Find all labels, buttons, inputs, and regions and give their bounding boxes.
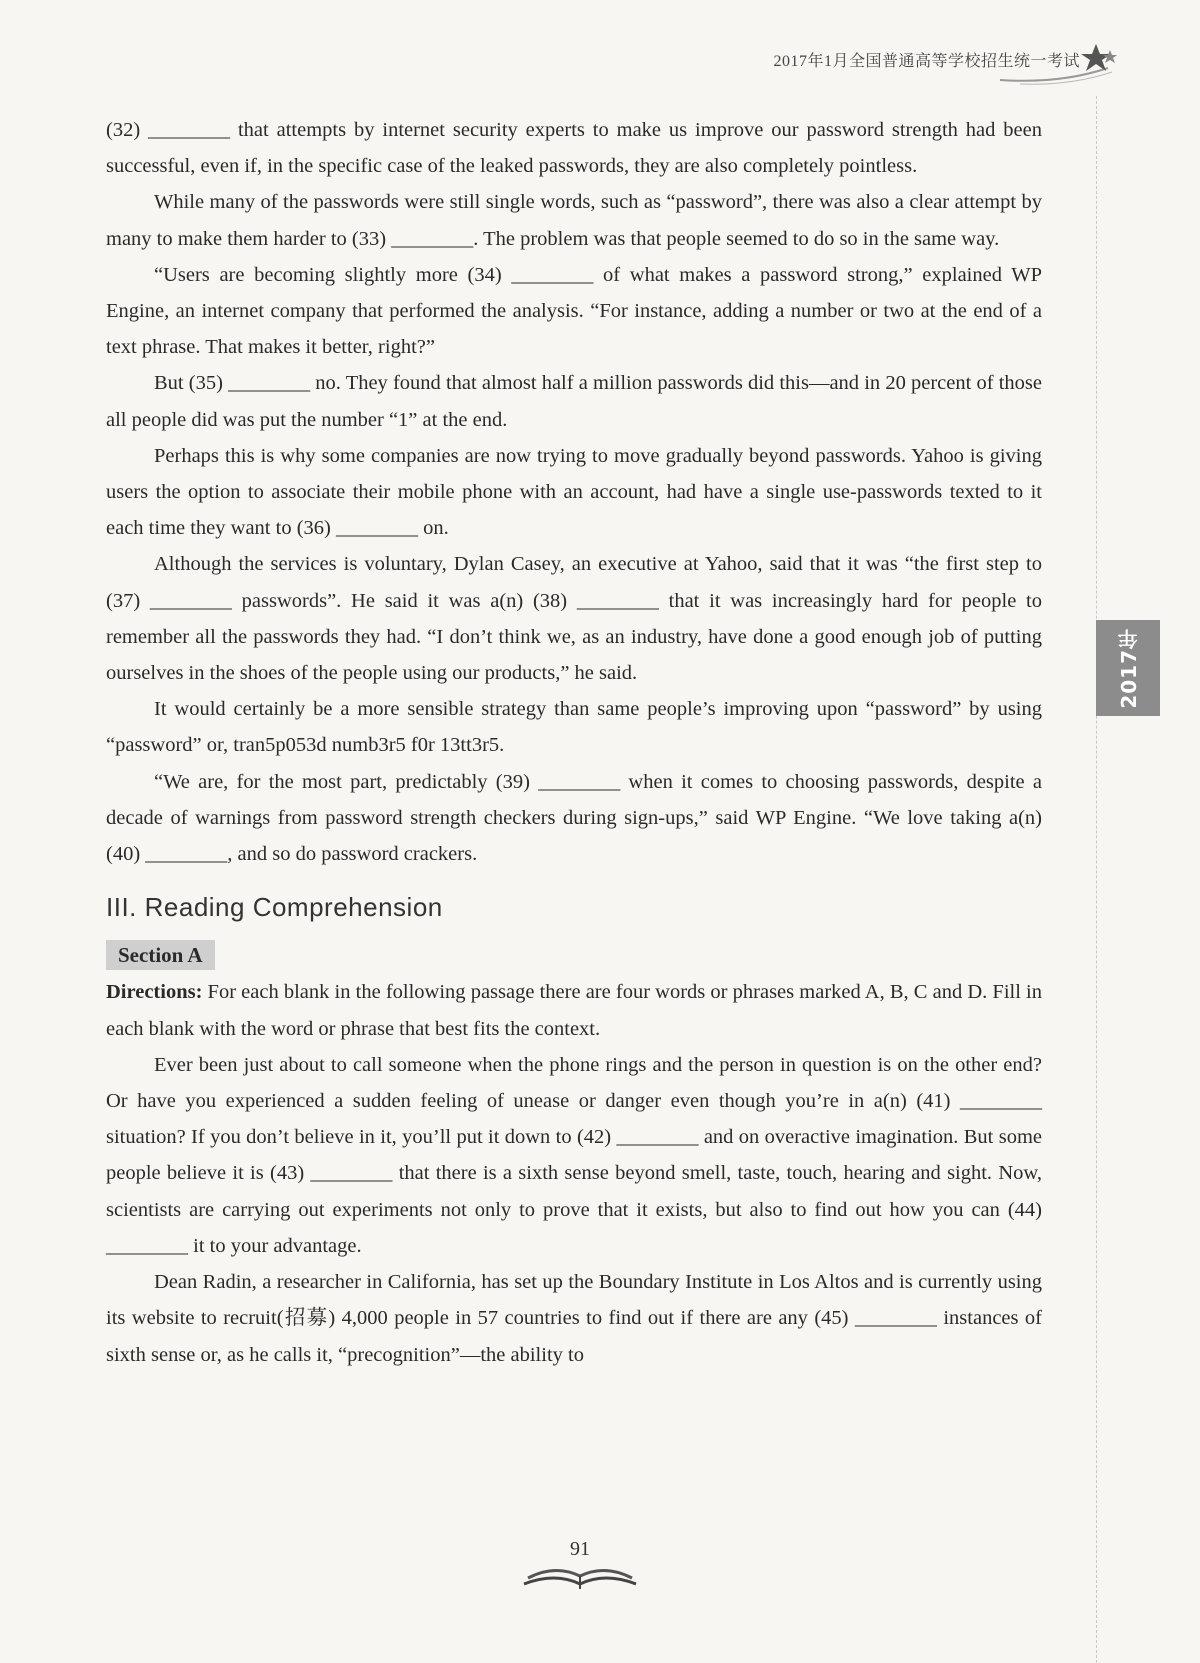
paragraph: Dean Radin, a researcher in California, has set up the Boundary Institute in Los Altos and is currently using its website to recruit(招募) 4,000 people in 57 countries to find out if there are any (45) ________ instances of sixth sense or, as he calls it, “precognition”—the ability to (106, 1271, 1042, 1366)
year-side-tab-label: 2017年 (1116, 627, 1141, 709)
paragraph: (32) ________ that attempts by internet security experts to make us improve our password strength had been successful, even if, in the specific case of the leaked passwords, they are also completely pointless. (106, 119, 1042, 178)
page-footer (520, 1534, 640, 1594)
exam-title: 2017年1月全国普通高等学校招生统一考试 (773, 53, 1080, 70)
page-content (106, 112, 1042, 1373)
margin-rule (1096, 96, 1097, 1663)
directions (106, 974, 1042, 1046)
paragraph: Although the services is voluntary, Dylan Casey, an executive at Yahoo, said that it was “the first step to (37) ________ passwords”. He said it was a(n) (38) ________ that it was increasingly hard for people to remember all the passwords they had. “I don’t think we, as an industry, have done a good enough job of putting ourselves in the shoes of the people using our products,” he said. (106, 553, 1042, 685)
paragraph: Ever been just about to call someone when the phone rings and the person in question is on the other end? Or have you experienced a sudden feeling of unease or danger even though you’re in a(n) (41) ________ situation? If you don’t believe in it, you’ll put it down to (42) ________ and on overactive imagination. But some people believe it is (43) ________ that there is a sixth sense beyond smell, taste, touch, hearing and sight. Now, scientists are carrying out experiments not only to prove that it exists, but also to find out how you can (44) ________ it to your advantage. (106, 1053, 1042, 1257)
running-header (690, 40, 1120, 80)
star-swoosh-icon (1000, 40, 1120, 85)
paragraph: But (35) ________ no. They found that almost half a million passwords did this—and in 20 percent of those all people did was put the number “1” at the end. (106, 372, 1042, 431)
section-label-row (106, 938, 1042, 974)
paragraph: While many of the passwords were still single words, such as “password”, there was also a clear attempt by many to make them harder to (33) ________. The problem was that people seemed to do so in the same way. (106, 191, 1042, 250)
paragraph: It would certainly be a more sensible strategy than same people’s improving upon “password” by using “password” or, tran5p053d numb3r5 f0r 13tt3r5. (106, 698, 1042, 757)
directions-text: For each blank in the following passage there are four words or phrases marked A, B, C and D. Fill in each blank with the word or phrase that best fits the context. (106, 981, 1042, 1040)
page-number: 91 (570, 1538, 590, 1560)
paragraph: “We are, for the most part, predictably (39) ________ when it comes to choosing passwords, despite a decade of warnings from password strength checkers during sign-ups,” said WP Engine. “We love taking a(n) (40) ________, and so do password crackers. (106, 770, 1042, 866)
year-side-tab (1096, 620, 1160, 716)
paragraph: “Users are becoming slightly more (34) ________ of what makes a password strong,” explained WP Engine, an internet company that performed the analysis. “For instance, adding a number or two at the end of a text phrase. That makes it better, right?” (106, 263, 1042, 359)
section-label: Section A (106, 940, 215, 970)
directions-label: Directions: (106, 981, 203, 1004)
paragraph: Perhaps this is why some companies are now trying to move gradually beyond passwords. Yahoo is giving users the option to associate their mobile phone with an account, had have a single use-passwords texted to it each time they want to (36) ________ on. (106, 444, 1042, 540)
section-heading: III. Reading Comprehension (106, 892, 443, 923)
